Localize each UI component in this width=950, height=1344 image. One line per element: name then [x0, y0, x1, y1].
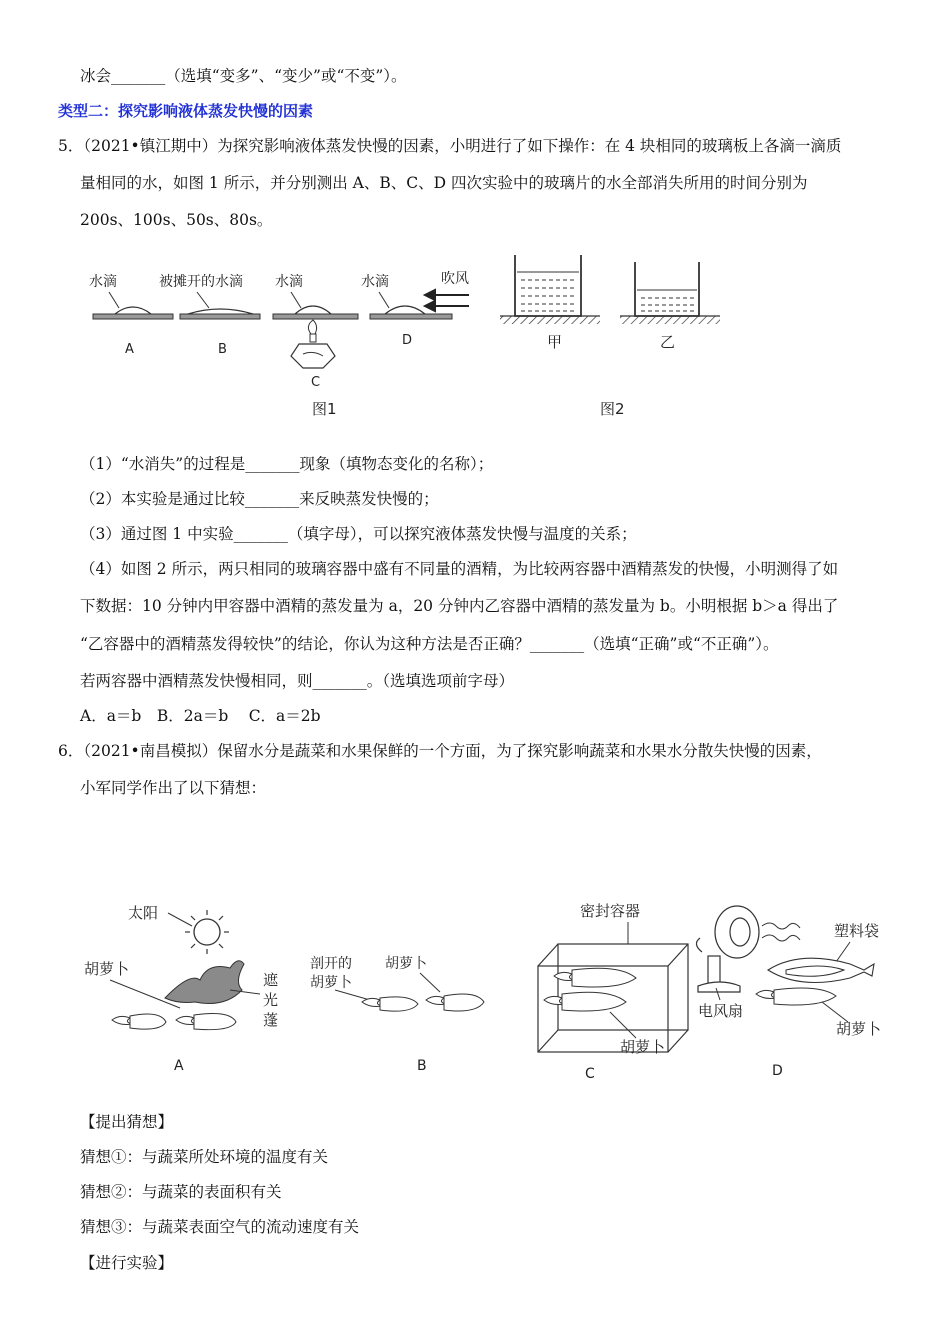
- label-sun: 太阳: [128, 904, 159, 922]
- caption-fig1: 图1: [312, 400, 337, 418]
- glass-plate-b: [180, 314, 260, 319]
- label-water-drop-c: 水滴: [275, 274, 303, 290]
- alcohol-lamp-icon: [291, 344, 335, 368]
- label-shade-2: 光: [263, 991, 279, 1009]
- label-cut-2: 胡萝卜: [310, 975, 352, 991]
- electric-fan-icon: [696, 906, 759, 992]
- carrot-icon-c2: [544, 992, 626, 1011]
- label-d2: D: [772, 1063, 783, 1079]
- label-c2: C: [585, 1066, 595, 1082]
- container-jia: [500, 255, 600, 324]
- flame-icon: [308, 320, 316, 334]
- label-water-drop-a: 水滴: [89, 274, 117, 290]
- label-a2: A: [174, 1058, 184, 1074]
- q5-line1: 5．（2021•镇江期中）为探究影响液体蒸发快慢的因素，小明进行了如下操作：在 4 块相同的玻璃板上各滴一滴质: [58, 137, 842, 155]
- label-jia: 甲: [547, 333, 563, 351]
- q6-line1: 6．（2021•南昌模拟）保留水分是蔬菜和水果保鲜的一个方面，为了探究影响蔬菜和水果水分散失快慢的因素，: [58, 742, 822, 760]
- label-a: A: [125, 342, 134, 357]
- label-cut-1: 剖开的: [310, 956, 352, 972]
- carrot-icon-c1: [554, 968, 636, 987]
- part-3: （3）通过图 1 中实验_______（填字母），可以探究液体蒸发快慢与温度的关系；: [80, 525, 637, 543]
- glass-plate-d: [370, 314, 452, 319]
- water-spread-b: [188, 309, 253, 314]
- carrot-experiment-figure: [80, 890, 900, 1090]
- label-sealed-container: 密封容器: [580, 902, 641, 920]
- hypothesis-1: 猜想①：与蔬菜所处环境的温度有关: [80, 1148, 329, 1166]
- label-shade-1: 遮: [263, 971, 279, 989]
- label-b2: B: [417, 1058, 427, 1074]
- label-c: C: [311, 375, 321, 390]
- shade-canopy: [165, 961, 244, 1004]
- line-ice: 冰会_______（选填“变多”、“变少”或“不变”）。: [80, 67, 407, 85]
- sun-icon: [194, 919, 220, 945]
- section-heading: 类型二：探究影响液体蒸发快慢的因素: [58, 102, 314, 120]
- caption-fig2: 图2: [600, 400, 625, 418]
- glass-plate-c: [273, 314, 358, 319]
- part-1: （1）“水消失”的过程是_______现象（填物态变化的名称）；: [80, 455, 494, 473]
- carrot-icon-d: [756, 988, 836, 1005]
- part-4-line1: （4）如图 2 所示，两只相同的玻璃容器中盛有不同量的酒精，为比较两容器中酒精蒸发的快慢，小明测得了如: [80, 560, 839, 578]
- label-carrot-d: 胡萝卜: [836, 1020, 882, 1038]
- q6-line2: 小军同学作出了以下猜想：: [80, 779, 267, 797]
- label-water-drop-d: 水滴: [361, 274, 389, 290]
- label-bag: 塑料袋: [834, 922, 880, 940]
- part-2: （2）本实验是通过比较_______来反映蒸发快慢的；: [80, 490, 439, 508]
- carrot-icon-a1: [112, 1014, 166, 1029]
- wind-arrows-icon: [425, 290, 469, 311]
- plastic-bag-carrot-icon: [768, 958, 874, 982]
- water-drop-a: [115, 307, 151, 314]
- carrot-icon-b1: [362, 997, 418, 1011]
- label-yi: 乙: [660, 333, 676, 351]
- part-4-line3: “乙容器中的酒精蒸发得较快”的结论，你认为这种方法是否正确？_______（选填“正确”或“不正确”）。: [80, 635, 779, 653]
- part-4-line4: 若两容器中酒精蒸发快慢相同，则_______。（选填选项前字母）: [80, 672, 515, 690]
- label-wind: 吹风: [441, 271, 469, 287]
- label-spread-drop: 被摊开的水滴: [159, 274, 243, 290]
- q5-line3: 200s、100s、50s、80s。: [80, 211, 273, 229]
- answer-options: A．a＝b B．2a＝b C．a＝2b: [80, 707, 321, 725]
- label-b: B: [218, 342, 227, 357]
- label-fan: 电风扇: [698, 1002, 744, 1020]
- hypothesis-3: 猜想③：与蔬菜表面空气的流动速度有关: [80, 1218, 360, 1236]
- evaporation-figure: [85, 250, 735, 420]
- water-drop-d: [385, 306, 425, 314]
- label-carrot-c: 胡萝卜: [620, 1038, 666, 1056]
- label-carrot-b: 胡萝卜: [385, 956, 427, 972]
- experiment-heading: 【进行实验】: [80, 1254, 174, 1272]
- carrot-icon-a2: [176, 1014, 236, 1030]
- carrot-icon-b2: [426, 994, 484, 1011]
- container-yi: [620, 262, 720, 324]
- label-carrot-a: 胡萝卜: [84, 960, 130, 978]
- q5-line2: 量相同的水，如图 1 所示，并分别测出 A、B、C、D 四次实验中的玻璃片的水全部消失所用的时间分别为: [80, 174, 808, 192]
- label-shade-3: 蓬: [263, 1011, 279, 1029]
- hypothesis-heading: 【提出猜想】: [80, 1113, 174, 1131]
- hypothesis-2: 猜想②：与蔬菜的表面积有关: [80, 1183, 282, 1201]
- glass-plate-a: [93, 314, 173, 319]
- label-d: D: [402, 333, 413, 348]
- part-4-line2: 下数据：10 分钟内甲容器中酒精的蒸发量为 a，20 分钟内乙容器中酒精的蒸发量为 b。小明根据 b＞a 得出了: [80, 597, 839, 615]
